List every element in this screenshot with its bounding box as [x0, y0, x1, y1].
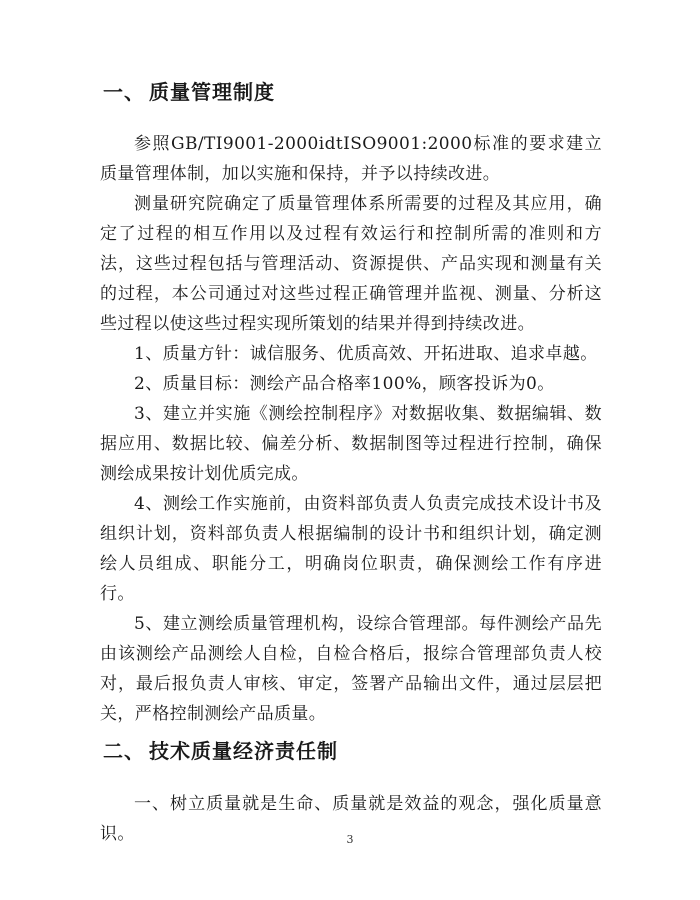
section-2-paragraph-1: 一、树立质量就是生命、质量就是效益的观念，强化质量意识。	[100, 794, 602, 844]
section-1-number: 一、	[103, 80, 145, 104]
page-number: 3	[346, 833, 354, 846]
section-1-heading	[103, 76, 275, 105]
section-1-paragraph-2: 测量研究院确定了质量管理体系所需要的过程及其应用，确定了过程的相互作用以及过程有效运行和控制所需的准则和方法，这些过程包括与管理活动、资源提供、产品实现和测量有关的过程，本公司通过对这些过程正确管理并监视、测量、分析这些过程以使这些过程实现所策划的结果并得到持续改进。	[100, 194, 602, 334]
section-2-title: 技术质量经济责任制	[149, 739, 338, 763]
section-2-heading	[103, 735, 338, 764]
section-1-body	[100, 129, 602, 729]
section-1-paragraph-5: 3、建立并实施《测绘控制程序》对数据收集、数据编辑、数据应用、数据比较、偏差分析、数据制图等过程进行控制，确保测绘成果按计划优质完成。	[100, 404, 602, 484]
section-1-paragraph-6: 4、测绘工作实施前，由资料部负责人负责完成技术设计书及组织计划，资料部负责人根据编制的设计书和组织计划，确定测绘人员组成、职能分工，明确岗位职责，确保测绘工作有序进行。	[100, 494, 602, 604]
section-1-paragraph-1: 参照GB/TI9001-2000idtISO9001:2000标准的要求建立质量管理体制，加以实施和保持，并予以持续改进。	[100, 134, 602, 184]
section-1-paragraph-3: 1、质量方针：诚信服务、优质高效、开拓进取、追求卓越。	[134, 344, 598, 364]
section-1-title: 质量管理制度	[149, 80, 275, 104]
section-1-paragraph-4: 2、质量目标：测绘产品合格率100%，顾客投诉为0。	[134, 374, 555, 394]
section-1-paragraph-7: 5、建立测绘质量管理机构，设综合管理部。每件测绘产品先由该测绘产品测绘人自检，自检合格后，报综合管理部负责人校对，最后报负责人审核、审定，签署产品输出文件，通过层层把关，严格控制测绘产品质量。	[100, 614, 602, 724]
section-2-number: 二、	[103, 739, 145, 763]
